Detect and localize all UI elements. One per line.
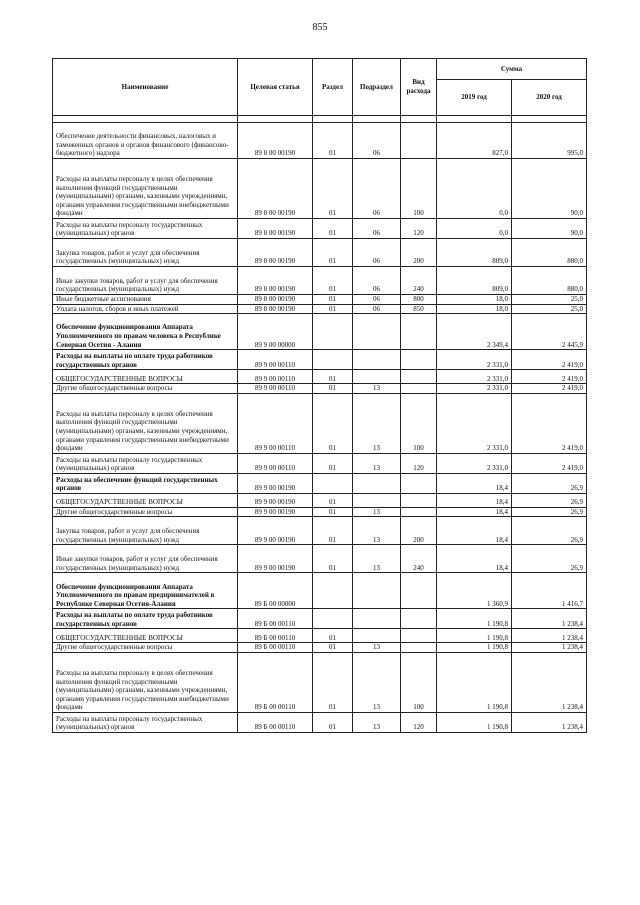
cell-target: 89 8 00 00190 bbox=[238, 123, 313, 159]
cell-2020: 1 238,4 bbox=[512, 609, 587, 629]
cell-2019: 1 190,8 bbox=[437, 652, 512, 712]
table-row bbox=[53, 643, 587, 653]
cell-name: Обеспечение функционирования Аппарата Уполномоченного по правам предпринимателей в Республике Северная Осетия-Алания bbox=[53, 573, 238, 609]
table-row bbox=[53, 350, 587, 370]
table-row bbox=[53, 473, 587, 493]
cell-name: Расходы на выплаты по оплате труда работников государственных органов bbox=[53, 609, 238, 629]
cell-subsection bbox=[353, 629, 401, 643]
cell-expense-type: 100 bbox=[401, 393, 437, 453]
cell-name: Другие общегосударственные вопросы bbox=[53, 507, 238, 517]
cell-expense-type bbox=[401, 473, 437, 493]
cell-target: 89 8 00 00190 bbox=[238, 239, 313, 267]
cell-subsection: 06 bbox=[353, 295, 401, 305]
cell-section: 01 bbox=[313, 493, 353, 507]
cell-2019: 18,0 bbox=[437, 304, 512, 314]
cell-2020: 26,9 bbox=[512, 545, 587, 573]
cell-target: 89 Б 00 00110 bbox=[238, 643, 313, 653]
cell-2020: 25,0 bbox=[512, 304, 587, 314]
cell-target: 89 8 00 00190 bbox=[238, 219, 313, 239]
cell-subsection: 06 bbox=[353, 239, 401, 267]
cell-name: Расходы на выплаты персоналу в целях обеспечения выполнения функций государственными (муниципальными) органами, казенными учреждениями, органами управления государственными внебюджетными фондами bbox=[53, 652, 238, 712]
cell-name: Другие общегосударственные вопросы bbox=[53, 643, 238, 653]
cell-2019: 18,4 bbox=[437, 507, 512, 517]
table-row bbox=[53, 239, 587, 267]
table-row bbox=[53, 384, 587, 394]
cell-target: 89 Б 00 00000 bbox=[238, 573, 313, 609]
cell-section: 01 bbox=[313, 643, 353, 653]
cell-target: 89 8 00 00190 bbox=[238, 159, 313, 219]
cell-subsection: 13 bbox=[353, 393, 401, 453]
header-sum: Сумма bbox=[437, 59, 587, 80]
cell-name: Иные закупки товаров, работ и услуг для обеспечения государственных (муниципальных) нужд bbox=[53, 267, 238, 295]
cell-name: Закупка товаров, работ и услуг для обеспечения государственных (муниципальных) нужд bbox=[53, 517, 238, 545]
cell-target: 89 Б 00 00110 bbox=[238, 629, 313, 643]
cell-2020: 26,9 bbox=[512, 517, 587, 545]
table-body bbox=[53, 116, 587, 733]
cell-section: 01 bbox=[313, 507, 353, 517]
cell-section bbox=[313, 350, 353, 370]
cell-2020: 1 238,4 bbox=[512, 652, 587, 712]
cell-2020: 25,0 bbox=[512, 295, 587, 305]
cell-expense-type bbox=[401, 350, 437, 370]
cell-target: 89 Б 00 00110 bbox=[238, 652, 313, 712]
cell-2020: 2 419,0 bbox=[512, 453, 587, 473]
cell-target: 89 9 00 00190 bbox=[238, 507, 313, 517]
cell-target: 89 9 00 00190 bbox=[238, 493, 313, 507]
cell-name: Другие общегосударственные вопросы bbox=[53, 384, 238, 394]
cell-2020: 2 419,0 bbox=[512, 393, 587, 453]
table-row bbox=[53, 393, 587, 453]
cell-2020: 2 419,0 bbox=[512, 384, 587, 394]
cell-subsection: 06 bbox=[353, 219, 401, 239]
cell-target: 89 9 00 00190 bbox=[238, 517, 313, 545]
cell-2020: 1 238,4 bbox=[512, 712, 587, 732]
cell-2020: 1 416,7 bbox=[512, 573, 587, 609]
cell-name: Иные закупки товаров, работ и услуг для обеспечения государственных (муниципальных) нужд bbox=[53, 545, 238, 573]
cell-expense-type bbox=[401, 370, 437, 384]
table-row bbox=[53, 609, 587, 629]
cell-target: 89 9 00 00110 bbox=[238, 453, 313, 473]
cell-name: Уплата налогов, сборов и иных платежей bbox=[53, 304, 238, 314]
cell-2020: 1 238,4 bbox=[512, 643, 587, 653]
cell-section: 01 bbox=[313, 159, 353, 219]
cell-section: 01 bbox=[313, 295, 353, 305]
cell-2019: 2 331,0 bbox=[437, 393, 512, 453]
cell-2019: 1 190,8 bbox=[437, 609, 512, 629]
cell-section: 01 bbox=[313, 545, 353, 573]
cell-subsection bbox=[353, 573, 401, 609]
spacer-row bbox=[53, 116, 587, 123]
cell-subsection: 13 bbox=[353, 712, 401, 732]
cell-2019: 827,0 bbox=[437, 123, 512, 159]
cell-subsection: 13 bbox=[353, 384, 401, 394]
cell-target: 89 9 00 00110 bbox=[238, 350, 313, 370]
cell-section: 01 bbox=[313, 712, 353, 732]
cell-2020: 90,0 bbox=[512, 159, 587, 219]
cell-section bbox=[313, 609, 353, 629]
cell-2019: 2 331,0 bbox=[437, 350, 512, 370]
cell-2019: 0,0 bbox=[437, 219, 512, 239]
cell-name: ОБЩЕГОСУДАРСТВЕННЫЕ ВОПРОСЫ bbox=[53, 493, 238, 507]
cell-section: 01 bbox=[313, 239, 353, 267]
budget-table bbox=[52, 58, 587, 733]
cell-section bbox=[313, 314, 353, 350]
cell-2019: 18,4 bbox=[437, 517, 512, 545]
cell-2020: 26,9 bbox=[512, 493, 587, 507]
cell-subsection: 13 bbox=[353, 545, 401, 573]
cell-2019: 1 190,8 bbox=[437, 643, 512, 653]
cell-2020: 2 419,0 bbox=[512, 350, 587, 370]
cell-expense-type: 120 bbox=[401, 219, 437, 239]
cell-subsection: 06 bbox=[353, 159, 401, 219]
cell-section: 01 bbox=[313, 304, 353, 314]
header-section: Раздел bbox=[313, 59, 353, 116]
cell-expense-type bbox=[401, 643, 437, 653]
spacer-cell bbox=[512, 116, 587, 123]
cell-expense-type bbox=[401, 609, 437, 629]
cell-target: 89 9 00 00110 bbox=[238, 370, 313, 384]
cell-expense-type: 240 bbox=[401, 267, 437, 295]
cell-2020: 995,0 bbox=[512, 123, 587, 159]
cell-2019: 809,0 bbox=[437, 267, 512, 295]
cell-target: 89 8 00 00190 bbox=[238, 267, 313, 295]
cell-2020: 2 419,0 bbox=[512, 370, 587, 384]
cell-subsection: 13 bbox=[353, 643, 401, 653]
cell-name: Обеспечение деятельности финансовых, налоговых и таможенных органов и органов финансового (финансово-бюджетного) надзора bbox=[53, 123, 238, 159]
cell-expense-type: 200 bbox=[401, 239, 437, 267]
cell-2020: 90,0 bbox=[512, 219, 587, 239]
cell-section: 01 bbox=[313, 123, 353, 159]
cell-expense-type: 100 bbox=[401, 159, 437, 219]
cell-name: Расходы на выплаты персоналу в целях обеспечения выполнения функций государственными (муниципальными) органами, казенными учреждениями, органами управления государственными внебюджетными фондами bbox=[53, 159, 238, 219]
cell-expense-type bbox=[401, 493, 437, 507]
cell-2019: 18,4 bbox=[437, 473, 512, 493]
table-row bbox=[53, 314, 587, 350]
header-name: Наименование bbox=[53, 59, 238, 116]
cell-target: 89 9 00 00110 bbox=[238, 393, 313, 453]
cell-subsection bbox=[353, 493, 401, 507]
cell-2020: 2 445,9 bbox=[512, 314, 587, 350]
cell-target: 89 8 00 00190 bbox=[238, 304, 313, 314]
cell-expense-type: 120 bbox=[401, 712, 437, 732]
spacer-cell bbox=[53, 116, 238, 123]
cell-subsection: 13 bbox=[353, 652, 401, 712]
cell-2020: 880,0 bbox=[512, 267, 587, 295]
table-row bbox=[53, 123, 587, 159]
table-row bbox=[53, 267, 587, 295]
table-row bbox=[53, 159, 587, 219]
cell-expense-type: 850 bbox=[401, 304, 437, 314]
cell-subsection bbox=[353, 609, 401, 629]
cell-section: 01 bbox=[313, 370, 353, 384]
table-row bbox=[53, 629, 587, 643]
table-row bbox=[53, 219, 587, 239]
cell-2020: 26,9 bbox=[512, 507, 587, 517]
cell-2019: 1 190,8 bbox=[437, 712, 512, 732]
cell-section: 01 bbox=[313, 393, 353, 453]
cell-section: 01 bbox=[313, 517, 353, 545]
cell-2019: 2 331,0 bbox=[437, 370, 512, 384]
cell-name: Иные бюджетные ассигнования bbox=[53, 295, 238, 305]
cell-section: 01 bbox=[313, 219, 353, 239]
table-row bbox=[53, 545, 587, 573]
cell-subsection bbox=[353, 314, 401, 350]
cell-2019: 0,0 bbox=[437, 159, 512, 219]
cell-section: 01 bbox=[313, 267, 353, 295]
cell-section: 01 bbox=[313, 453, 353, 473]
cell-target: 89 8 00 00190 bbox=[238, 295, 313, 305]
cell-expense-type bbox=[401, 507, 437, 517]
cell-expense-type: 100 bbox=[401, 652, 437, 712]
cell-expense-type: 120 bbox=[401, 453, 437, 473]
cell-subsection: 13 bbox=[353, 453, 401, 473]
table-row bbox=[53, 573, 587, 609]
spacer-cell bbox=[401, 116, 437, 123]
cell-name: Расходы на выплаты персоналу государственных (муниципальных) органов bbox=[53, 712, 238, 732]
spacer-cell bbox=[353, 116, 401, 123]
spacer-cell bbox=[313, 116, 353, 123]
table-row bbox=[53, 453, 587, 473]
header-target: Целевая статья bbox=[238, 59, 313, 116]
cell-2020: 880,0 bbox=[512, 239, 587, 267]
cell-subsection: 06 bbox=[353, 123, 401, 159]
cell-subsection bbox=[353, 473, 401, 493]
cell-subsection: 13 bbox=[353, 507, 401, 517]
cell-expense-type bbox=[401, 629, 437, 643]
table-row bbox=[53, 304, 587, 314]
cell-name: ОБЩЕГОСУДАРСТВЕННЫЕ ВОПРОСЫ bbox=[53, 370, 238, 384]
cell-2019: 18,0 bbox=[437, 295, 512, 305]
spacer-cell bbox=[437, 116, 512, 123]
spacer-cell bbox=[238, 116, 313, 123]
cell-name: Расходы на выплаты по оплате труда работников государственных органов bbox=[53, 350, 238, 370]
cell-name: Расходы на выплаты персоналу государственных (муниципальных) органов bbox=[53, 453, 238, 473]
cell-subsection bbox=[353, 370, 401, 384]
cell-2020: 1 238,4 bbox=[512, 629, 587, 643]
cell-target: 89 9 00 00190 bbox=[238, 473, 313, 493]
cell-name: Обеспечение функционирования Аппарата Уполномоченного по правам человека в Республике Северная Осетия - Алания bbox=[53, 314, 238, 350]
cell-name: Закупка товаров, работ и услуг для обеспечения государственных (муниципальных) нужд bbox=[53, 239, 238, 267]
cell-2019: 18,4 bbox=[437, 493, 512, 507]
cell-section: 01 bbox=[313, 629, 353, 643]
cell-name: Расходы на выплаты персоналу в целях обеспечения выполнения функций государственными (муниципальными) органами, казенными учреждениями, органами управления государственными внебюджетными фондами bbox=[53, 393, 238, 453]
cell-subsection: 06 bbox=[353, 304, 401, 314]
cell-section: 01 bbox=[313, 652, 353, 712]
cell-2019: 2 331,0 bbox=[437, 453, 512, 473]
table-row bbox=[53, 295, 587, 305]
cell-2019: 809,0 bbox=[437, 239, 512, 267]
cell-expense-type bbox=[401, 573, 437, 609]
cell-expense-type: 200 bbox=[401, 517, 437, 545]
cell-target: 89 Б 00 00110 bbox=[238, 712, 313, 732]
cell-section: 01 bbox=[313, 384, 353, 394]
cell-subsection: 13 bbox=[353, 517, 401, 545]
header-year-2020: 2020 год bbox=[512, 80, 587, 116]
cell-2019: 2 349,4 bbox=[437, 314, 512, 350]
cell-target: 89 9 00 00190 bbox=[238, 545, 313, 573]
header-subsection: Подраздел bbox=[353, 59, 401, 116]
cell-section bbox=[313, 573, 353, 609]
cell-expense-type bbox=[401, 384, 437, 394]
cell-target: 89 Б 00 00110 bbox=[238, 609, 313, 629]
cell-name: Расходы на выплаты персоналу государственных (муниципальных) органов bbox=[53, 219, 238, 239]
cell-target: 89 9 00 00000 bbox=[238, 314, 313, 350]
cell-section bbox=[313, 473, 353, 493]
header-expense-type: Вид расхода bbox=[401, 59, 437, 116]
cell-2019: 1 360,9 bbox=[437, 573, 512, 609]
cell-name: Расходы на обеспечение функций государственных органов bbox=[53, 473, 238, 493]
cell-2019: 18,4 bbox=[437, 545, 512, 573]
table-row bbox=[53, 652, 587, 712]
table-row bbox=[53, 370, 587, 384]
table-row bbox=[53, 507, 587, 517]
cell-expense-type: 800 bbox=[401, 295, 437, 305]
cell-2019: 1 190,8 bbox=[437, 629, 512, 643]
cell-expense-type bbox=[401, 123, 437, 159]
page-number: 855 bbox=[312, 22, 328, 33]
cell-subsection bbox=[353, 350, 401, 370]
cell-2020: 26,9 bbox=[512, 473, 587, 493]
table-row bbox=[53, 712, 587, 732]
header-year-2019: 2019 год bbox=[437, 80, 512, 116]
cell-expense-type bbox=[401, 314, 437, 350]
table-row bbox=[53, 493, 587, 507]
table-header bbox=[53, 59, 587, 116]
cell-expense-type: 240 bbox=[401, 545, 437, 573]
cell-target: 89 9 00 00110 bbox=[238, 384, 313, 394]
cell-subsection: 06 bbox=[353, 267, 401, 295]
cell-name: ОБЩЕГОСУДАРСТВЕННЫЕ ВОПРОСЫ bbox=[53, 629, 238, 643]
cell-2019: 2 331,0 bbox=[437, 384, 512, 394]
table-row bbox=[53, 517, 587, 545]
